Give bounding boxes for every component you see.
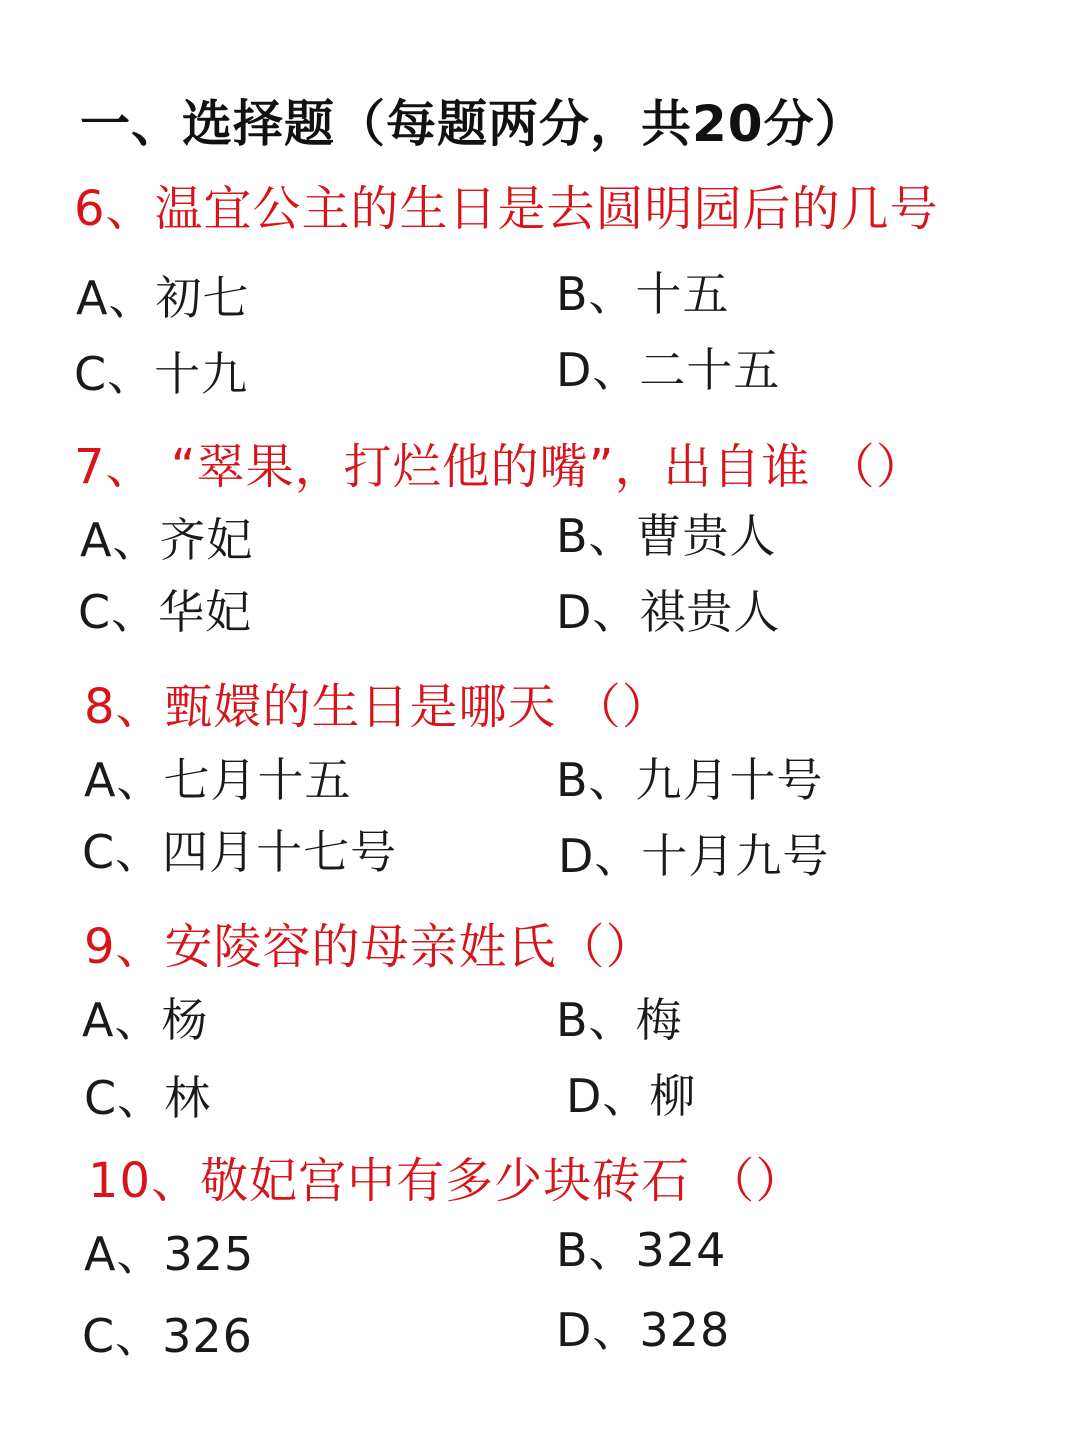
section-title: 一、选择题（每题两分，共20分） — [80, 95, 866, 153]
option-d: D、328 — [556, 1303, 731, 1357]
question-text: 8、甄嬛的生日是哪天 （） — [84, 679, 671, 735]
question-text: 6、温宜公主的生日是去圆明园后的几号 — [74, 181, 939, 237]
question-text: 10、敬妃宫中有多少块砖石 （） — [88, 1153, 805, 1209]
option-a: A、325 — [84, 1227, 255, 1281]
option-b: B、324 — [556, 1223, 727, 1277]
option-d: D、祺贵人 — [556, 585, 781, 639]
option-a: A、齐妃 — [80, 513, 254, 567]
option-c: C、326 — [82, 1309, 253, 1363]
option-b: B、曹贵人 — [556, 509, 777, 563]
option-c: C、十九 — [74, 347, 249, 401]
option-d: D、二十五 — [556, 343, 781, 397]
question-text: 9、安陵容的母亲姓氏（） — [84, 919, 655, 975]
option-a: A、初七 — [76, 271, 250, 325]
option-d: D、柳 — [566, 1069, 697, 1123]
option-b: B、十五 — [556, 267, 730, 321]
option-d: D、十月九号 — [558, 829, 830, 883]
option-a: A、杨 — [82, 993, 209, 1047]
option-c: C、四月十七号 — [82, 825, 398, 879]
option-a: A、七月十五 — [84, 753, 352, 807]
question-text: 7、 “翠果，打烂他的嘴”，出自谁 （） — [74, 439, 925, 495]
option-c: C、林 — [84, 1071, 212, 1125]
option-b: B、九月十号 — [556, 753, 824, 807]
option-c: C、华妃 — [78, 585, 253, 639]
option-b: B、梅 — [556, 993, 683, 1047]
